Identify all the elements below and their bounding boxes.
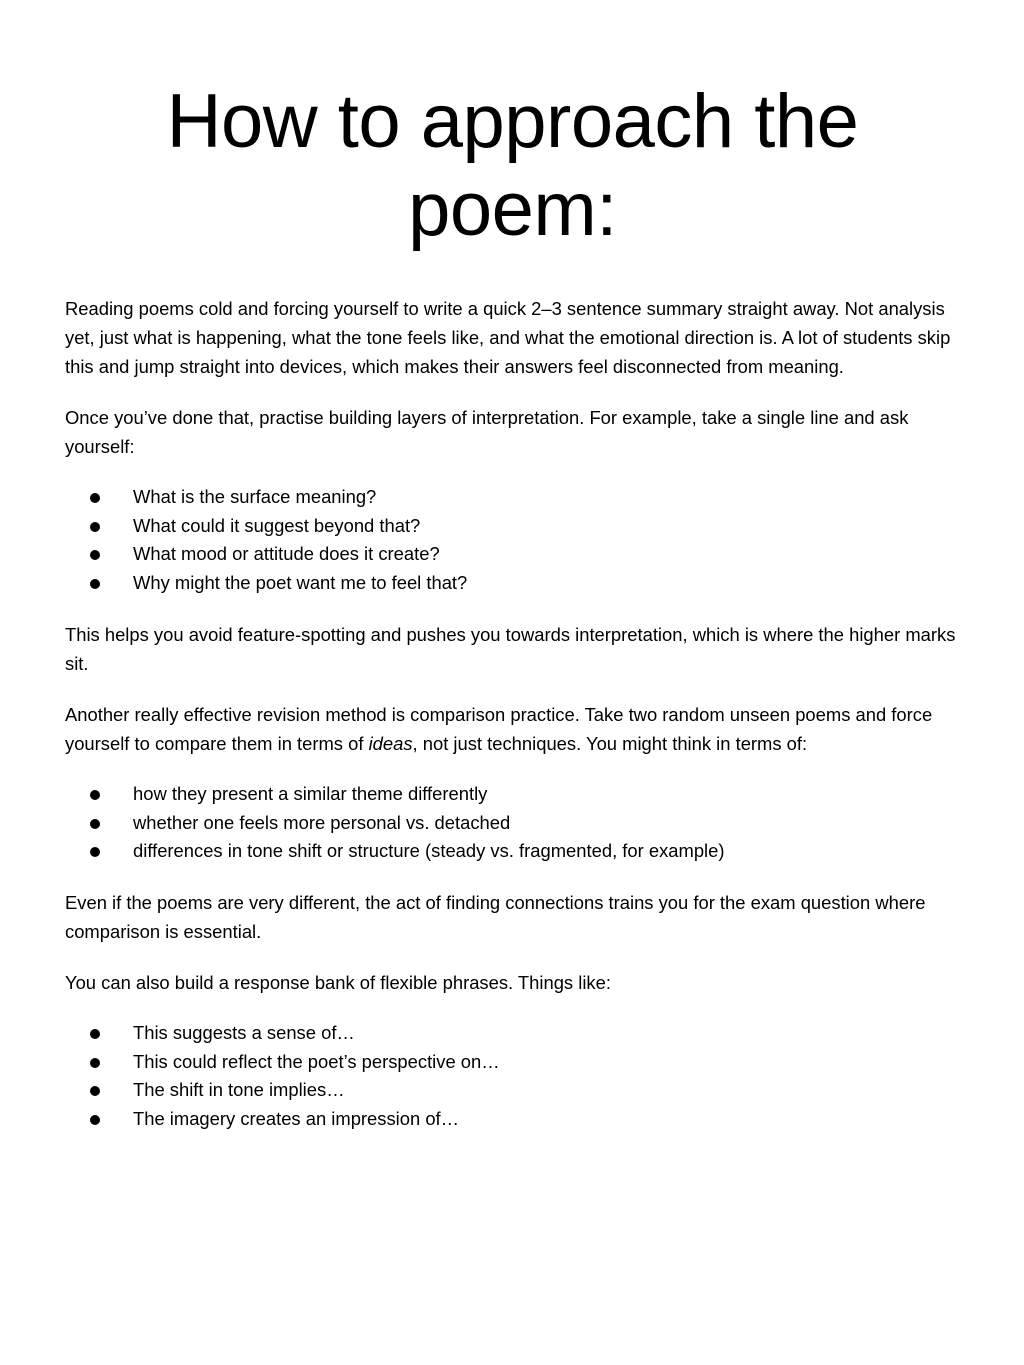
paragraph-comparison-before: Another really effective revision method is comparison practice. Take two random unseen poems and force yourself to compare them in terms of (65, 703, 933, 754)
bullet-icon (90, 1029, 100, 1039)
list-item-text: The imagery creates an impression of… (133, 1108, 460, 1130)
paragraph-comparison (65, 700, 960, 758)
page-title: How to approach the poem: (166, 79, 859, 252)
bullet-icon (90, 493, 100, 503)
list-item-text: differences in tone shift or structure (steady vs. fragmented, for example) (133, 840, 725, 862)
list-item-text: whether one feels more personal vs. detached (133, 811, 511, 833)
list-item-text: What is the surface meaning? (133, 486, 377, 507)
bullet-icon (90, 522, 100, 532)
list-item (65, 1048, 960, 1077)
list-item-text: What mood or attitude does it create? (133, 543, 440, 565)
list-item-text: This suggests a sense of… (133, 1021, 355, 1043)
list-item (65, 483, 960, 512)
bullet-icon (90, 1086, 100, 1096)
list-item-text: The shift in tone implies… (133, 1079, 345, 1101)
paragraph-feature-spotting: This helps you avoid feature-spotting and pushes you towards interpretation, which is where the higher marks sit. (65, 623, 956, 674)
list-item (65, 569, 960, 598)
paragraph-response-bank: You can also build a response bank of flexible phrases. Things like: (65, 971, 611, 993)
paragraph-comparison-after: , not just techniques. You might think in terms of: (412, 732, 808, 754)
list-item (65, 780, 960, 809)
interpretation-question-list (65, 483, 960, 598)
list-item-text: how they present a similar theme differently (133, 782, 488, 804)
bullet-icon (90, 819, 100, 829)
paragraph-summary: Reading poems cold and forcing yourself to write a quick 2–3 sentence summary straight away. Not analysis yet, just what is happening, what the tone feels like, and what the emotional direction is. A lot of students skip this and jump straight into devices, which makes their answers feel disconnected from meaning. (65, 298, 951, 377)
list-item-text: This could reflect the poet’s perspective on… (133, 1050, 500, 1072)
list-item (65, 837, 960, 866)
bullet-icon (90, 790, 100, 800)
list-item (65, 540, 960, 569)
bullet-icon (90, 550, 100, 560)
bullet-icon (90, 1115, 100, 1125)
phrase-list (65, 1019, 960, 1134)
paragraph-connections: Even if the poems are very different, the act of finding connections trains you for the exam question where comparison is essential. (65, 891, 926, 942)
list-item (65, 512, 960, 541)
paragraph-layers: Once you’ve done that, practise building layers of interpretation. For example, take a single line and ask yourself: (65, 407, 909, 457)
list-item (65, 1019, 960, 1048)
paragraph-comparison-emphasis: ideas (368, 732, 413, 754)
list-item-text: What could it suggest beyond that? (133, 514, 421, 536)
list-item (65, 1076, 960, 1105)
list-item (65, 809, 960, 838)
bullet-icon (90, 1058, 100, 1068)
list-item (65, 1105, 960, 1134)
bullet-icon (90, 579, 100, 589)
bullet-icon (90, 847, 100, 857)
comparison-list (65, 780, 960, 866)
list-item-text: Why might the poet want me to feel that? (133, 572, 468, 594)
